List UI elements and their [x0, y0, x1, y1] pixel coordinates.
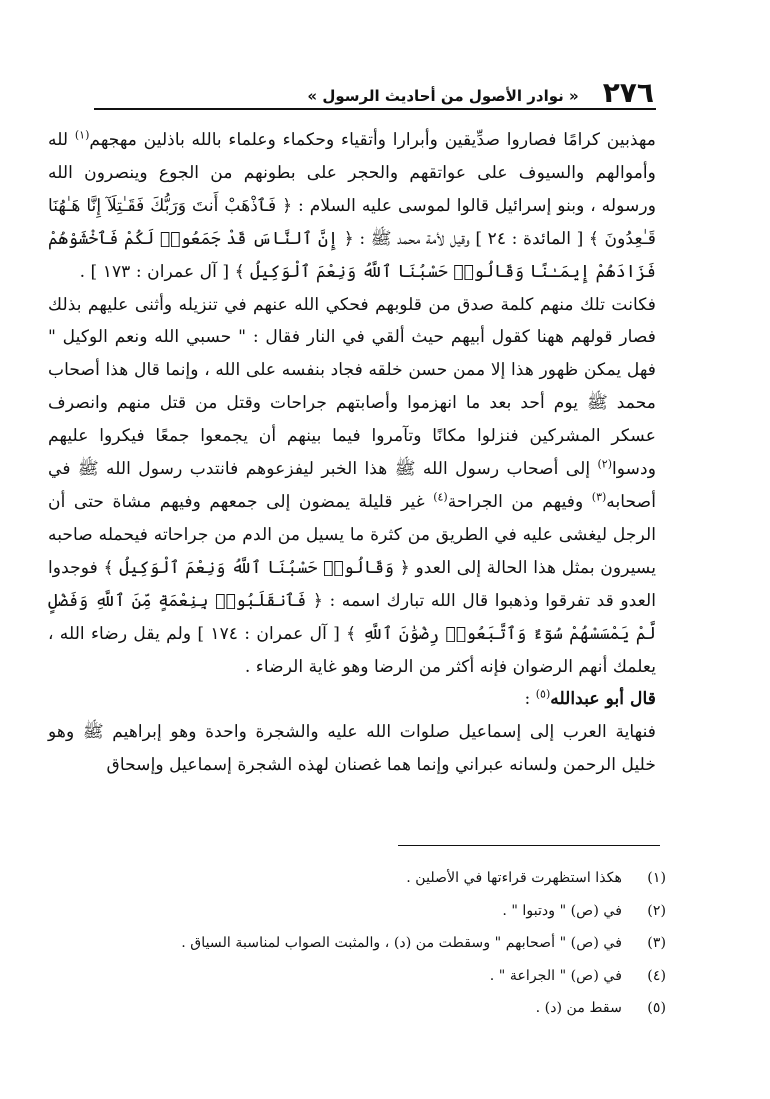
quran-verse: ﴿ وَقَالُوا۟ حَسْبُنَا ٱللَّهُ وَنِعْمَ ٱلْوَكِيلُ ﴾ [103, 557, 410, 578]
text-span: مهذبين كرامًا فصاروا صدِّيقين وأبرارا وأتقياء وحكماء وعلماء بالله باذلين مهجهم [89, 130, 657, 150]
footnote-text: في (ص) " الجراعة " . [489, 967, 622, 984]
text-span: وفيهم من الجراحة [447, 491, 592, 512]
footnote-item [48, 992, 666, 1025]
footnote-number: (٣) [647, 935, 666, 951]
paragraph-3: فنهاية العرب إلى إسماعيل صلوات الله عليه والشجرة واحدة وهو إبراهيم ﷺ وهو خليل الرحمن ولسانه عبراني وإنما هما غصنان لهذه الشجرة إسماعيل وإسحاق [48, 722, 656, 776]
footnote-ref-2: (٢) [597, 457, 612, 471]
text-span: فكانت تلك منهم كلمة صدق من قلوبهم فحكي الله عنهم في تنزيله وأثنى عليهم بذلك فصار قولهم ههنا كقول أبيهم حيث ألقي في النار فقال : " حسبي الله ونعم الوكيل " فهل يمكن ظهور هذا إلا ممن حسن خلقه فجاد بنفسه على الله ، وإنما قال هذا أصحاب محمد ﷺ يوم أحد بعد ما انهزموا وأصابتهم جراحات وقتل من قتل منهم وانصرف عسكر المشركين فنزلوا مكانًا وتآمروا فيما بينهم أن يجمعوا جمعًا فيكروا عليهم ودسوا [48, 294, 656, 480]
footnote-ref-3: (٣) [591, 490, 607, 504]
quran-verse: ﴿ فَٱذْهَبْ أَنتَ وَرَبُّكَ فَقَـٰتِلَآ إِنَّا هَـٰهُنَا قَـٰعِدُونَ ﴾ [48, 195, 656, 249]
footnote-number: (١) [647, 870, 666, 886]
heading-text: قال أبو عبدالله [550, 689, 656, 710]
text-span: [ آل عمران : ١٧٤ ] ولم يقل رضاء الله ، يعلمك أنهم الرضوان فإنه أكثر من الرضا وهو غاية الرضاء . [48, 623, 656, 677]
page-number: ٢٧٦ [602, 76, 654, 109]
footnote-number: (٤) [647, 967, 666, 984]
footnote-number: (٥) [647, 1000, 666, 1016]
footnote-item [48, 895, 666, 928]
header-rule [94, 108, 656, 110]
page-header [94, 78, 654, 108]
text-span: فوجدوا العدو قد تفرقوا وذهبوا قال الله تبارك اسمه : [48, 557, 656, 611]
footnote-item [48, 960, 666, 993]
footnote-ref-5: (٥) [535, 687, 551, 701]
main-text [48, 124, 656, 782]
section-heading [48, 683, 656, 716]
footnote-text: هكذا استظهرت قراءتها في الأصلين . [406, 870, 622, 886]
text-span: [ آل عمران : ١٧٣ ] . [79, 261, 235, 282]
footnote-ref-1: (١) [74, 128, 90, 142]
footnote-number: (٢) [647, 902, 666, 919]
quran-verse: ﴿ فَٱنقَلَبُوا۟ بِنِعْمَةٍ مِّنَ ٱللَّهِ وَفَضْلٍ لَّمْ يَمْسَسْهُمْ سُوٓءٌ وَٱتَّبَعُوا۟ رِضْوَٰنَ ٱللَّهِ ﴾ [48, 590, 657, 644]
text-span: إلى أصحاب رسول الله ﷺ هذا الخبر ليفزعوهم فانتدب رسول الله ﷺ في أصحابه [48, 459, 656, 512]
text-span: [ المائدة : ٢٤ ] وقيل لأمة محمد ﷺ : [353, 228, 589, 249]
paragraph-1 [48, 124, 656, 289]
quran-verse: ﴿ إِنَّ ٱلنَّاسَ قَدْ جَمَعُوا۟ لَكُمْ فَٱخْشَوْهُمْ فَزَادَهُمْ إِيمَـٰنًا وَقَالُوا۟ حَسْبُنَا ٱللَّهُ وَنِعْمَ ٱلْوَكِيلُ ﴾ [48, 228, 656, 282]
footnote-item [48, 927, 666, 960]
running-title: « نوادر الأصول من أحاديث الرسول » [307, 87, 579, 105]
footnote-text: في (ص) " أصحابهم " وسقطت من (د) ، والمثبت الصواب لمناسبة السياق . [181, 935, 622, 951]
footnote-rule [398, 845, 660, 846]
footnote-item [48, 862, 666, 895]
footnote-text: في (ص) " ودتبوا " . [502, 902, 622, 919]
text-span: غير قليلة يمضون إلى جمعهم وفيهم مشاة حتى أن الرجل ليغشى عليه في الطريق من كثرة ما يسيل من الدم من جراحاته فيحمله صاحبه يسيرون بمثل هذا الحالة إلى العدو [48, 491, 657, 578]
paragraph-2 [48, 289, 656, 684]
text-span: لله وأموالهم والسيوف على عواتقهم والحجر على بطونهم من الجوع وينصرون الله ورسوله ، وبنو إسرائيل قالوا لموسى عليه السلام : [48, 130, 657, 216]
heading-colon: : [524, 689, 536, 710]
footnote-text: سقط من (د) . [535, 1000, 622, 1016]
footnote-ref-4: (٤) [433, 490, 448, 504]
footnotes [48, 862, 666, 1025]
